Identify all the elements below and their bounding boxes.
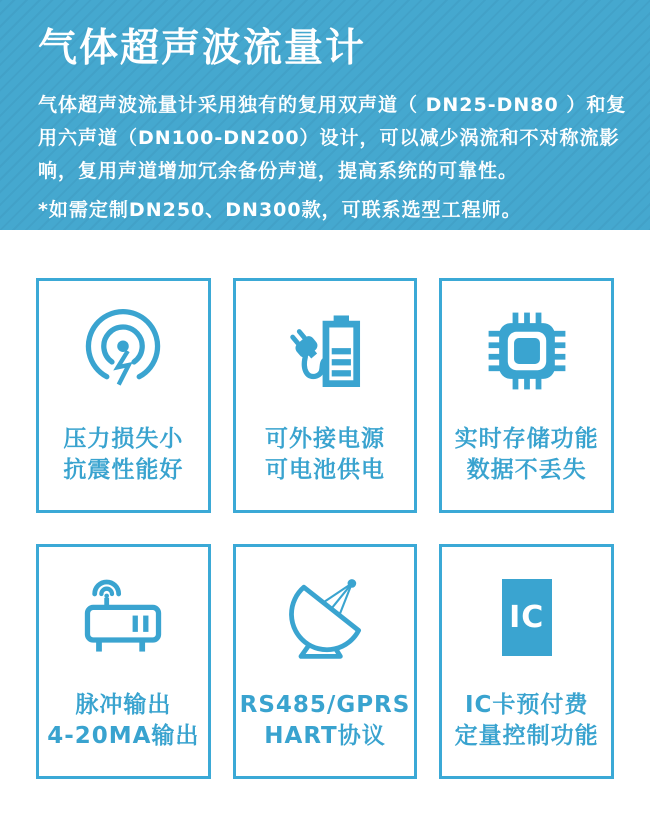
description-line: 响，复用声道增加冗余备份声道，提高系统的可靠性。: [38, 159, 519, 182]
icon-wrap: [277, 301, 373, 401]
product-description: [38, 89, 627, 188]
feature-label: [455, 424, 599, 486]
description-line: 气体超声波流量计采用独有的复用双声道（ DN25-DN80 ）和复: [38, 93, 627, 116]
feature-grid: [36, 278, 614, 779]
feature-card-shockproof: [36, 278, 211, 513]
icon-wrap: [75, 301, 171, 401]
header-banner: [0, 0, 650, 230]
feature-line: 实时存储功能: [454, 426, 599, 452]
ic-card-icon: IC: [502, 579, 552, 656]
feature-card-storage: [439, 278, 614, 513]
feature-line: 数据不丢失: [466, 457, 587, 483]
satellite-dish-icon: [277, 569, 373, 665]
feature-line: 4-20MA输出: [47, 723, 200, 749]
feature-line: 压力损失小: [63, 426, 184, 452]
feature-card-ic-card: [439, 544, 614, 779]
feature-label: [455, 690, 599, 752]
feature-card-power: [233, 278, 418, 513]
icon-wrap: [479, 301, 575, 401]
shockproof-icon: [75, 303, 171, 399]
feature-card-output: [36, 544, 211, 779]
pulse-output-icon: [75, 569, 171, 665]
feature-label: [240, 690, 411, 752]
page-title: 气体超声波流量计: [38, 26, 367, 71]
feature-line: IC卡预付费: [464, 692, 589, 718]
battery-plug-icon: [277, 303, 373, 399]
feature-label: [265, 424, 385, 486]
feature-card-communication: [233, 544, 418, 779]
icon-wrap: [75, 567, 171, 667]
feature-line: 可外接电源: [264, 426, 385, 452]
icon-wrap: [502, 567, 552, 667]
customization-note: *如需定制DN250、DN300款，可联系选型工程师。: [38, 198, 522, 221]
feature-line: 定量控制功能: [454, 723, 599, 749]
feature-label: [47, 690, 199, 752]
feature-line: 脉冲输出: [75, 692, 172, 718]
cpu-chip-icon: [479, 303, 575, 399]
icon-wrap: [277, 567, 373, 667]
feature-line: 可电池供电: [264, 457, 385, 483]
feature-line: HART协议: [264, 723, 386, 749]
description-line: 用六声道（DN100-DN200）设计，可以减少涡流和不对称流影: [38, 126, 620, 149]
feature-line: 抗震性能好: [63, 457, 184, 483]
feature-label: [63, 424, 183, 486]
feature-line: RS485/GPRS: [239, 692, 411, 718]
